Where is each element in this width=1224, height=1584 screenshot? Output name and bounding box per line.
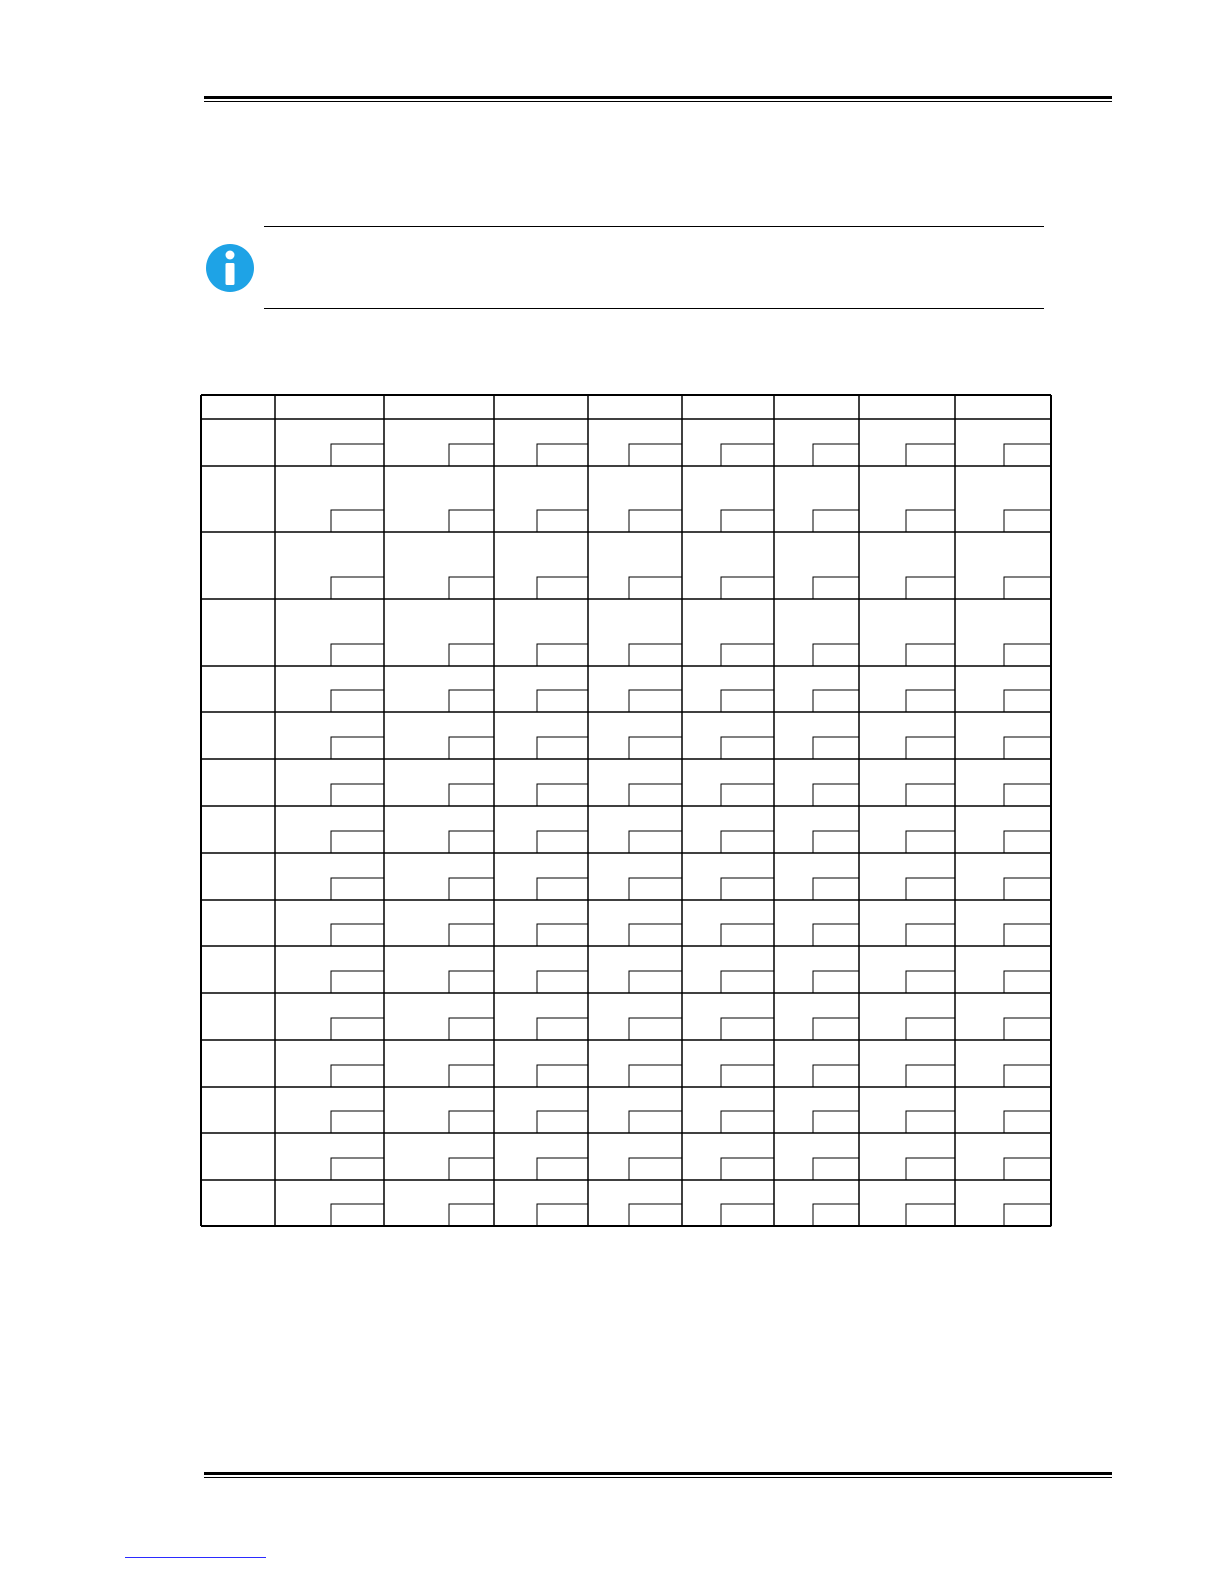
value-box bbox=[1004, 690, 1051, 712]
value-box bbox=[813, 737, 859, 759]
value-box bbox=[813, 1204, 859, 1226]
value-box bbox=[537, 510, 588, 532]
value-box bbox=[537, 690, 588, 712]
value-box bbox=[331, 644, 384, 666]
value-box bbox=[906, 878, 955, 900]
value-box bbox=[906, 510, 955, 532]
value-box bbox=[537, 644, 588, 666]
value-box bbox=[721, 831, 774, 853]
value-box bbox=[813, 1158, 859, 1180]
value-box bbox=[331, 1111, 384, 1133]
value-box bbox=[331, 924, 384, 946]
value-box bbox=[906, 444, 955, 466]
value-box bbox=[1004, 1018, 1051, 1040]
value-box bbox=[813, 971, 859, 993]
value-box bbox=[1004, 1065, 1051, 1087]
value-box bbox=[906, 1158, 955, 1180]
value-box bbox=[331, 510, 384, 532]
value-box bbox=[1004, 1158, 1051, 1180]
value-box bbox=[721, 1018, 774, 1040]
value-box bbox=[537, 831, 588, 853]
value-box bbox=[629, 577, 682, 599]
value-box bbox=[449, 644, 494, 666]
value-box bbox=[537, 577, 588, 599]
value-box bbox=[449, 510, 494, 532]
value-box bbox=[629, 510, 682, 532]
value-box bbox=[449, 1111, 494, 1133]
value-box bbox=[721, 644, 774, 666]
value-box bbox=[629, 971, 682, 993]
value-box bbox=[906, 1018, 955, 1040]
value-box bbox=[721, 971, 774, 993]
value-box bbox=[906, 577, 955, 599]
value-box bbox=[331, 1065, 384, 1087]
value-box bbox=[331, 737, 384, 759]
value-box bbox=[813, 924, 859, 946]
value-box bbox=[629, 831, 682, 853]
value-box bbox=[449, 1065, 494, 1087]
value-box bbox=[331, 577, 384, 599]
value-box bbox=[629, 1065, 682, 1087]
value-box bbox=[449, 924, 494, 946]
value-box bbox=[906, 644, 955, 666]
value-box bbox=[629, 1018, 682, 1040]
value-box bbox=[906, 737, 955, 759]
value-box bbox=[331, 971, 384, 993]
value-box bbox=[721, 1065, 774, 1087]
value-box bbox=[1004, 1204, 1051, 1226]
value-box bbox=[537, 1111, 588, 1133]
value-box bbox=[721, 1204, 774, 1226]
value-box bbox=[629, 878, 682, 900]
value-box bbox=[537, 1018, 588, 1040]
value-box bbox=[906, 1065, 955, 1087]
value-box bbox=[813, 1065, 859, 1087]
value-box bbox=[906, 690, 955, 712]
value-box bbox=[449, 831, 494, 853]
value-box bbox=[1004, 577, 1051, 599]
value-box bbox=[1004, 878, 1051, 900]
value-box bbox=[629, 1204, 682, 1226]
value-box bbox=[813, 831, 859, 853]
value-box bbox=[721, 784, 774, 806]
value-box bbox=[721, 510, 774, 532]
value-box bbox=[1004, 831, 1051, 853]
value-box bbox=[537, 1065, 588, 1087]
value-box bbox=[331, 690, 384, 712]
value-box bbox=[721, 690, 774, 712]
value-box bbox=[331, 1018, 384, 1040]
value-box bbox=[1004, 784, 1051, 806]
value-box bbox=[537, 1158, 588, 1180]
value-box bbox=[721, 1111, 774, 1133]
value-box bbox=[906, 831, 955, 853]
value-box bbox=[449, 878, 494, 900]
value-box bbox=[721, 577, 774, 599]
value-box bbox=[537, 1204, 588, 1226]
value-box bbox=[813, 784, 859, 806]
value-box bbox=[331, 784, 384, 806]
value-box bbox=[721, 878, 774, 900]
value-box bbox=[1004, 971, 1051, 993]
value-box bbox=[1004, 737, 1051, 759]
value-box bbox=[906, 971, 955, 993]
value-box bbox=[449, 577, 494, 599]
value-box bbox=[629, 644, 682, 666]
footer-link-underline[interactable] bbox=[125, 1557, 266, 1558]
value-box bbox=[906, 924, 955, 946]
value-box bbox=[331, 878, 384, 900]
value-box bbox=[449, 690, 494, 712]
value-box bbox=[813, 1111, 859, 1133]
value-box bbox=[629, 924, 682, 946]
value-box bbox=[449, 1018, 494, 1040]
value-box bbox=[449, 737, 494, 759]
value-box bbox=[721, 444, 774, 466]
value-box bbox=[813, 510, 859, 532]
value-box bbox=[721, 924, 774, 946]
value-box bbox=[449, 444, 494, 466]
value-box bbox=[331, 1204, 384, 1226]
value-box bbox=[629, 1158, 682, 1180]
value-box bbox=[629, 1111, 682, 1133]
value-box bbox=[1004, 510, 1051, 532]
value-box bbox=[629, 737, 682, 759]
value-box bbox=[449, 971, 494, 993]
footer-rule bbox=[204, 1472, 1112, 1478]
value-box bbox=[629, 690, 682, 712]
value-box bbox=[813, 1018, 859, 1040]
value-box bbox=[906, 1204, 955, 1226]
value-box bbox=[449, 1204, 494, 1226]
value-box bbox=[537, 737, 588, 759]
value-box bbox=[1004, 644, 1051, 666]
value-box bbox=[721, 737, 774, 759]
value-box bbox=[629, 784, 682, 806]
value-box bbox=[813, 690, 859, 712]
value-box bbox=[1004, 924, 1051, 946]
value-box bbox=[1004, 444, 1051, 466]
value-box bbox=[537, 784, 588, 806]
value-box bbox=[906, 1111, 955, 1133]
value-box bbox=[629, 444, 682, 466]
value-box bbox=[537, 971, 588, 993]
value-box bbox=[449, 784, 494, 806]
value-box bbox=[813, 444, 859, 466]
value-box bbox=[813, 878, 859, 900]
value-box bbox=[537, 878, 588, 900]
value-box bbox=[721, 1158, 774, 1180]
value-box bbox=[906, 784, 955, 806]
value-box bbox=[537, 444, 588, 466]
value-box bbox=[331, 831, 384, 853]
value-box bbox=[537, 924, 588, 946]
value-box bbox=[1004, 1111, 1051, 1133]
value-box bbox=[331, 444, 384, 466]
value-box bbox=[813, 577, 859, 599]
value-box bbox=[813, 644, 859, 666]
value-box bbox=[331, 1158, 384, 1180]
value-box bbox=[449, 1158, 494, 1180]
